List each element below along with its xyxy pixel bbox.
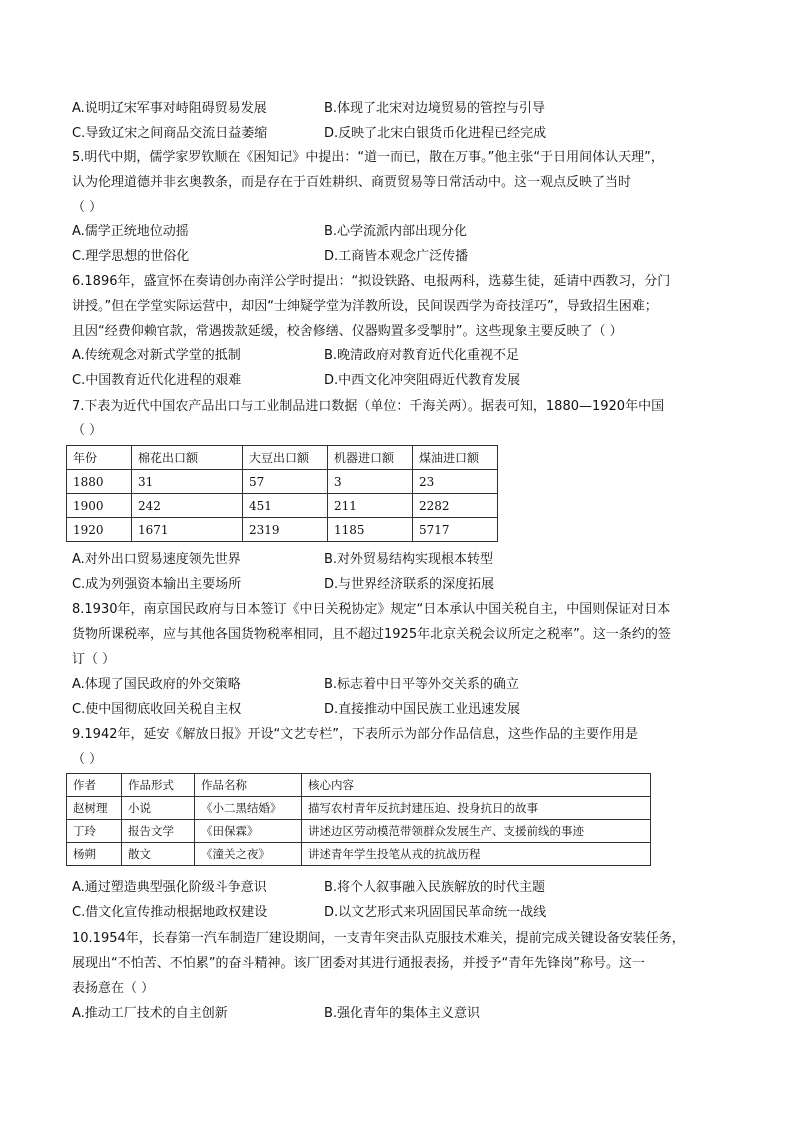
q8-stem-line3: 订（ ） <box>72 652 116 667</box>
q9-stem-line1: 9.1942年，延安《解放日报》开设“文艺专栏”，下表所示为部分作品信息，这些作品的主要作用是 <box>72 727 638 742</box>
table-row <box>67 797 651 820</box>
q6-stem-line3: 且因“经费仰赖官款，常遇拨款延缓，校舍修缮、仪器购置多受掣肘”。这些现象主要反映了（ ） <box>72 324 623 339</box>
q6-option-d: D.中西文化冲突阻碍近代教育发展 <box>324 373 521 388</box>
table-header-cell: 煤油进口额 <box>413 446 498 470</box>
q8-stem-line1: 8.1930年，南京国民政府与日本签订《中日关税协定》规定“日本承认中国关税自主，中国则保证对日本 <box>72 602 671 617</box>
q8-option-c: C.使中国彻底收回关税自主权 <box>72 702 242 717</box>
q6-option-b: B.晚清政府对教育近代化重视不足 <box>324 348 520 363</box>
q9-option-c: C.借文化宣传推动根据地政权建设 <box>72 905 268 920</box>
q6-stem-line2: 讲授。”但在学堂实际运营中，却因“士绅疑学堂为洋教所设，民间误西学为奇技淫巧”，导致招生困难； <box>72 299 658 314</box>
q4-option-b: B.体现了北宋对边境贸易的管控与引导 <box>324 101 546 116</box>
table-cell: 211 <box>328 494 413 518</box>
q7-option-b: B.对外贸易结构实现根本转型 <box>324 552 494 567</box>
q5-option-a: A.儒学正统地位动摇 <box>72 224 189 239</box>
table-header-cell: 棉花出口额 <box>132 446 243 470</box>
table-cell: 《田保霖》 <box>195 820 302 843</box>
q6-option-a: A.传统观念对新式学堂的抵制 <box>72 348 241 363</box>
q7-option-a: A.对外出口贸易速度领先世界 <box>72 552 241 567</box>
table-cell: 3 <box>328 470 413 494</box>
table-cell: 451 <box>243 494 328 518</box>
table-cell: 1185 <box>328 518 413 542</box>
table-header-cell: 作者 <box>67 774 122 797</box>
table-cell: 赵树理 <box>67 797 122 820</box>
q5-stem-line2: 认为伦理道德并非玄奥教条，而是存在于百姓耕织、商贾贸易等日常活动中。这一观点反映了当时 <box>72 175 632 190</box>
q4-option-d: D.反映了北宋白银货币化进程已经完成 <box>324 126 547 141</box>
q8-option-a: A.体现了国民政府的外交策略 <box>72 677 241 692</box>
table-cell: 31 <box>132 470 243 494</box>
q10-stem-line2: 展现出“不怕苦、不怕累”的奋斗精神。该厂团委对其进行通报表扬，并授予“青年先锋岗”称号。这一 <box>72 956 645 971</box>
q9-option-d: D.以文艺形式来巩固国民革命统一战线 <box>324 905 547 920</box>
table-header-cell: 作品名称 <box>195 774 302 797</box>
table-cell: 杨朔 <box>67 843 122 866</box>
table-cell: 《小二黑结婚》 <box>195 797 302 820</box>
q5-option-d: D.工商皆本观念广泛传播 <box>324 249 469 264</box>
q10-stem-line3: 表扬意在（ ） <box>72 981 155 996</box>
q10-stem-line1: 10.1954年，长春第一汽车制造厂建设期间，一支青年突击队克服技术难关，提前完成关键设备安装任务， <box>72 931 685 946</box>
table-cell: 57 <box>243 470 328 494</box>
q7-stem-line1: 7.下表为近代中国农产品出口与工业制品进口数据（单位：千海关两）。据表可知，1880—1920年中国 <box>72 399 665 414</box>
q9-option-a: A.通过塑造典型强化阶级斗争意识 <box>72 880 267 895</box>
q9-stem-line2: （ ） <box>72 752 103 767</box>
table-cell: 2282 <box>413 494 498 518</box>
q9-works-table <box>66 773 651 866</box>
table-cell: 丁玲 <box>67 820 122 843</box>
table-header-row <box>67 446 498 470</box>
q8-option-d: D.直接推动中国民族工业迅速发展 <box>324 702 521 717</box>
table-cell: 242 <box>132 494 243 518</box>
q7-option-c: C.成为列强资本输出主要场所 <box>72 577 242 592</box>
q5-option-b: B.心学流派内部出现分化 <box>324 224 468 239</box>
table-cell: 描写农村青年反抗封建压迫、投身抗日的故事 <box>302 797 651 820</box>
q10-option-a: A.推动工厂技术的自主创新 <box>72 1006 228 1021</box>
table-row <box>67 820 651 843</box>
table-cell: 23 <box>413 470 498 494</box>
q9-option-b: B.将个人叙事融入民族解放的时代主题 <box>324 880 546 895</box>
table-cell: 1880 <box>67 470 132 494</box>
table-cell: 散文 <box>122 843 195 866</box>
q5-option-c: C.理学思想的世俗化 <box>72 249 190 264</box>
table-header-row <box>67 774 651 797</box>
q6-stem-line1: 6.1896年，盛宣怀在奏请创办南洋公学时提出：“拟设铁路、电报两科，选募生徒，延请中西教习，分门 <box>72 274 671 289</box>
table-cell: 2319 <box>243 518 328 542</box>
table-cell: 《潼关之夜》 <box>195 843 302 866</box>
q7-trade-table <box>66 445 498 542</box>
q8-stem-line2: 货物所课税率，应与其他各国货物税率相同，且不超过1925年北京关税会议所定之税率”。这一条约的签 <box>72 627 671 642</box>
table-cell: 小说 <box>122 797 195 820</box>
q7-stem-line2: （ ） <box>72 423 103 438</box>
table-header-cell: 核心内容 <box>302 774 651 797</box>
table-header-cell: 作品形式 <box>122 774 195 797</box>
table-row <box>67 494 498 518</box>
q6-option-c: C.中国教育近代化进程的艰难 <box>72 373 242 388</box>
table-header-cell: 年份 <box>67 446 132 470</box>
q5-stem-line1: 5.明代中期，儒学家罗钦顺在《困知记》中提出：“道一而已，散在万事。”他主张“于日用间体认天理”， <box>72 150 664 165</box>
q8-option-b: B.标志着中日平等外交关系的确立 <box>324 677 520 692</box>
table-row <box>67 470 498 494</box>
table-row <box>67 518 498 542</box>
table-header-cell: 机器进口额 <box>328 446 413 470</box>
q4-option-c: C.导致辽宋之间商品交流日益萎缩 <box>72 126 268 141</box>
table-header-cell: 大豆出口额 <box>243 446 328 470</box>
table-cell: 1900 <box>67 494 132 518</box>
table-cell: 1920 <box>67 518 132 542</box>
table-cell: 讲述边区劳动模范带领群众发展生产、支援前线的事迹 <box>302 820 651 843</box>
table-cell: 讲述青年学生投笔从戎的抗战历程 <box>302 843 651 866</box>
q10-option-b: B.强化青年的集体主义意识 <box>324 1006 481 1021</box>
table-cell: 报告文学 <box>122 820 195 843</box>
q4-option-a: A.说明辽宋军事对峙阻碍贸易发展 <box>72 101 267 116</box>
q7-option-d: D.与世界经济联系的深度拓展 <box>324 577 495 592</box>
table-cell: 5717 <box>413 518 498 542</box>
table-cell: 1671 <box>132 518 243 542</box>
q5-stem-line3: （ ） <box>72 200 103 215</box>
table-row <box>67 843 651 866</box>
